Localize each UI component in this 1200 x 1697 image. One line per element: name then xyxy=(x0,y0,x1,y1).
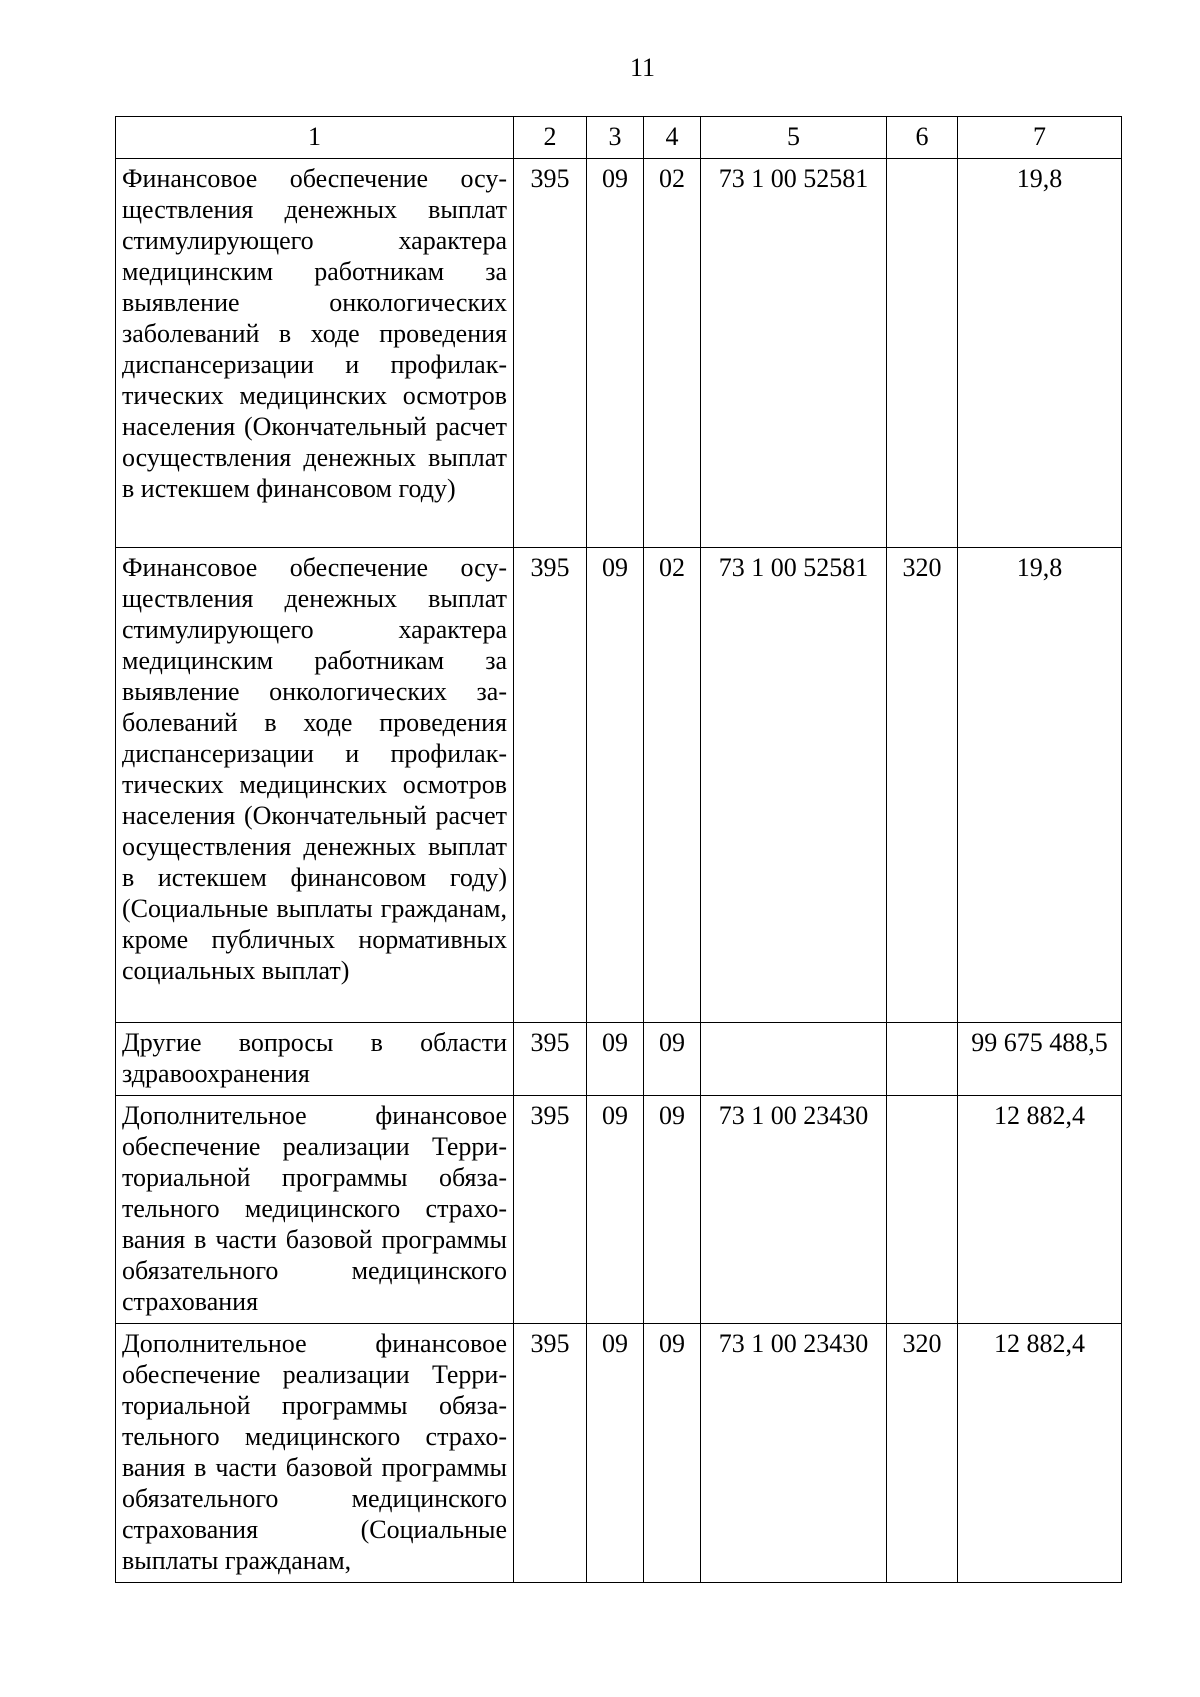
header-cell-1: 1 xyxy=(116,117,514,159)
row-amount-cell: 19,8 xyxy=(958,548,1122,1023)
row-subsection-cell: 02 xyxy=(644,159,701,548)
row-amount-cell: 99 675 488,5 xyxy=(958,1023,1122,1096)
page-number: 11 xyxy=(629,53,656,82)
row-expense-type-cell xyxy=(887,1023,958,1096)
header-cell-4: 4 xyxy=(644,117,701,159)
row-code-cell: 395 xyxy=(514,548,587,1023)
row-code-cell: 395 xyxy=(514,1023,587,1096)
table-row xyxy=(116,548,1122,1023)
table-row xyxy=(116,1023,1122,1096)
row-name-cell: Дополнительное финансовое обеспечение реализации Территориальной программы обязательного медицинского страхования в части базовой программы обязательного медицинского страхования xyxy=(116,1096,514,1324)
row-code-cell: 395 xyxy=(514,159,587,548)
row-amount-cell: 12 882,4 xyxy=(958,1096,1122,1324)
row-section-cell: 09 xyxy=(587,159,644,548)
row-name-cell: Финансовое обеспечение осуществления денежных выплат стимулирующего характера медицинским работникам за выявление онкологических заболеваний в ходе проведения диспансеризации и профилактических медицинских осмотров населения (Окончательный расчет осуществления денежных выплат в истекшем финансовом году) xyxy=(116,159,514,548)
row-section-cell: 09 xyxy=(587,1096,644,1324)
row-name-cell: Финансовое обеспечение осуществления денежных выплат стимулирующего характера медицинским работникам за выявление онкологических заболеваний в ходе проведения диспансеризации и профилактических медицинских осмотров населения (Окончательный расчет осуществления денежных выплат в истекшем финансовом году) (Социальные выплаты гражданам, кроме публичных нормативных социальных выплат) xyxy=(116,548,514,1023)
row-name-cell: Дополнительное финансовое обеспечение реализации Территориальной программы обязательного медицинского страхования в части базовой программы обязательного медицинского страхования (Социальные выплаты гражданам, xyxy=(116,1324,514,1583)
table-header-row xyxy=(116,117,1122,159)
table-row xyxy=(116,159,1122,548)
header-cell-5: 5 xyxy=(701,117,887,159)
row-section-cell: 09 xyxy=(587,1324,644,1583)
row-expense-type-cell xyxy=(887,159,958,548)
budget-table xyxy=(115,116,1122,1583)
header-cell-6: 6 xyxy=(887,117,958,159)
header-cell-2: 2 xyxy=(514,117,587,159)
row-subsection-cell: 09 xyxy=(644,1096,701,1324)
row-amount-cell: 19,8 xyxy=(958,159,1122,548)
row-target-code-cell: 73 1 00 23430 xyxy=(701,1096,887,1324)
row-name-cell: Другие вопросы в области здравоохранения xyxy=(116,1023,514,1096)
table-row xyxy=(116,1096,1122,1324)
row-code-cell: 395 xyxy=(514,1096,587,1324)
row-target-code-cell: 73 1 00 52581 xyxy=(701,548,887,1023)
header-cell-7: 7 xyxy=(958,117,1122,159)
row-target-code-cell: 73 1 00 23430 xyxy=(701,1324,887,1583)
row-expense-type-cell: 320 xyxy=(887,548,958,1023)
header-cell-3: 3 xyxy=(587,117,644,159)
row-target-code-cell: 73 1 00 52581 xyxy=(701,159,887,548)
row-expense-type-cell: 320 xyxy=(887,1324,958,1583)
table-row xyxy=(116,1324,1122,1583)
row-subsection-cell: 09 xyxy=(644,1324,701,1583)
row-section-cell: 09 xyxy=(587,548,644,1023)
row-subsection-cell: 02 xyxy=(644,548,701,1023)
row-code-cell: 395 xyxy=(514,1324,587,1583)
row-expense-type-cell xyxy=(887,1096,958,1324)
row-target-code-cell xyxy=(701,1023,887,1096)
row-amount-cell: 12 882,4 xyxy=(958,1324,1122,1583)
row-subsection-cell: 09 xyxy=(644,1023,701,1096)
row-section-cell: 09 xyxy=(587,1023,644,1096)
